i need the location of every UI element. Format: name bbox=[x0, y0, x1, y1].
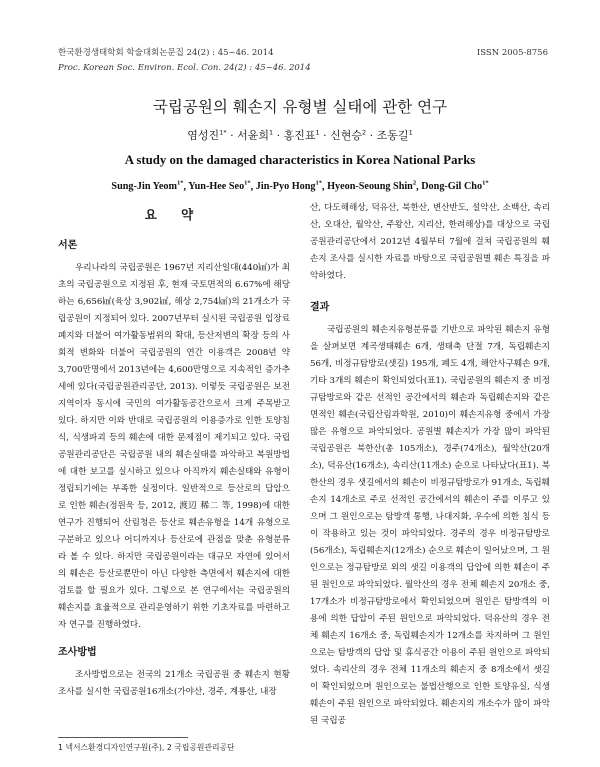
method-paragraph-continued: 산, 다도해해상, 덕유산, 북한산, 변산반도, 설악산, 소백산, 속리산, 오대산, 월악산, 주왕산, 지리산, 한려해상)를 대상으로 국립공원관리공단에서 2012년 4월부터 7월에 걸쳐 국립공원의 훼손지 조사를 실시한 자료를 바탕으로 국립공원별 훼손 특징을 파악하였다. bbox=[310, 203, 550, 281]
section-heading-results: 결과 bbox=[310, 302, 330, 313]
journal-header bbox=[58, 46, 548, 76]
results-paragraph: 국립공원의 훼손지유형분류를 기반으로 파악된 훼손지 유형을 살펴보면 계곡생태훼손 6개, 생태축 단절 7개, 독립훼손지 56개, 비정규탐방로(샛길) 195개, 폐도 4개, 해안사구훼손 9개, 기타 3개의 훼손이 확인되었다(표1). 국립공원의 훼손지 중 비정규탐방로와 같은 선적인 공간에서의 훼손과 독립훼손지와 같은 면적인 훼손(국립산림과학원, 2010)이 훼손지유형 중에서 가장 많은 유형으로 파악되었다. 공원별 훼손지가 가장 많이 파악된 국립공원은 북한산(총 105개소), 경주(74개소), 월악산(20개소), 덕유산(16개소), 속리산(11개소) 순으로 나타났다(표1). 북한산의 경우 샛길에서의 훼손이 비정규탐방로가 91개소, 독립훼손지 14개소로 주로 선적인 공간에서의 훼손이 주를 이루고 있으며 그 원인으로는 탐방객 통행, 나대지화, 우수에 의한 침식 등이 작용하고 있는 것이 파악되었다. 경주의 경우 비정규탐방로(56개소), 독립훼손지(12개소) 순으로 훼손이 일어났으며, 그 원인으로는 정규탐방로 외의 샛길 이용객의 답압에 의한 훼손이 주된 원인으로 파악되었다. 월악산의 경우 전체 훼손지 20개소 중, 17개소가 비정규탐방로에서 확인되었으며 원인은 탐방객의 이용에 의한 답압이 주된 원인으로 파악되었다. 덕유산의 경우 전체 훼손지 16개소 중, 독립훼손지가 12개소를 차지하며 그 원인으로는 탐방객의 답압 및 휴식공간 이용이 주된 원인으로 파악되었다. 속리산의 경우 전체 11개소의 훼손지 중 8개소에서 샛길이 확인되었으며 원인으로는 불법산행으로 인한 토양유실, 식생훼손이 주된 원인으로 파악되었다. 훼손지의 개소수가 많이 파악된 국립공 bbox=[310, 325, 550, 726]
section-heading-intro: 서론 bbox=[58, 240, 78, 251]
footnote: 1 넥서스환경디자인연구원(주), 2 국립공원관리공단 bbox=[58, 743, 235, 752]
issn: ISSN 2005-8756 bbox=[476, 48, 548, 58]
footnote-divider bbox=[58, 737, 188, 738]
author-en: Dong-Gil Cho$^{1*}$ bbox=[421, 180, 489, 193]
right-column bbox=[310, 200, 550, 730]
author-ko: 염성진$^{1*}$ bbox=[187, 128, 227, 142]
author-ko: 홍진표$^1$ bbox=[283, 128, 320, 142]
intro-paragraph: 우리나라의 국립공원은 1967년 지리산일대(440㎢)가 최초의 국립공원으로 지정된 후, 현재 국토면적의 6.67%에 해당하는 6,656㎢(육상 3,902㎢, 해상 2,754㎢)의 21개소가 국립공원이 지정되어 있다. 2007년부터 실시된 국립공원 입장료폐지와 더불어 여가활동범위의 확대, 등산저변의 확장 등의 사회적 변화와 더불어 국립공원의 연간 이용객은 2008년 약 3,700만명에서 2013년에는 4,600만명으로 지속적인 증가추세에 있다(국립공원관리공단, 2013). 이렇듯 국립공원은 보전지역이자 동시에 국민의 여가활동공간으로서 크게 주목받고 있다. 하지만 이와 반대로 국립공원의 이용증가로 인한 토양침식, 식생파괴 등의 훼손에 대한 문제점이 제기되고 있다. 국립공원관리공단은 국립공원 내의 훼손실태를 파악하고 복원방법에 대한 보고를 실시하고 있으나 아직까지 훼손실태와 유형이 정립되기에는 부족한 실정이다. 일반적으로 등산로의 답압으로 인한 훼손(정원욱 등, 2012, 渡辺 稀二 等, 1998)에 대한 연구가 진행되어 산림청은 등산로 훼손유형을 14개 유형으로 구분하고 있으나 어디까지나 등산로에 관점을 맞춘 유형분류라 볼 수 있다. 하지만 국립공원이라는 대규모 자연에 있어서의 훼손은 등산로뿐만이 아닌 다양한 측면에서 훼손지에 대한 검토를 할 필요가 있다. 그렇으로 본 연구에서는 국립공원의 훼손지를 효율적으로 관리운영하기 위한 기초자료를 마련하고자 연구를 진행하였다. bbox=[58, 263, 290, 630]
paper-title-en: A study on the damaged characteristics in Korea National Parks bbox=[124, 153, 476, 167]
left-column bbox=[58, 200, 290, 701]
author-ko: 서윤희$^1$ bbox=[237, 128, 274, 142]
authors-ko: 염성진$^{1*}$ · 서윤희$^1$ · 홍진표$^1$ · 신현승$^2$ · 조동길$^1$ bbox=[187, 128, 413, 142]
method-paragraph: 조사방법으로는 전국의 21개소 국립공원 중 훼손지 현황조사를 실시한 국립공원16개소(가야산, 경주, 계룡산, 내장 bbox=[58, 670, 290, 697]
author-en: Hyeon-Seoung Shin$^2$ bbox=[327, 180, 417, 193]
author-ko: 신현승$^2$ bbox=[330, 128, 367, 142]
journal-citation-en: Proc. Korean Soc. Environ. Ecol. Con. 24(2) : 45~46. 2014 bbox=[58, 63, 311, 73]
journal-citation-ko: 한국환경생태학회 학술대회논문집 24(2) : 45~46. 2014 bbox=[58, 48, 274, 58]
author-en: Sung-Jin Yeom$^{1*}$ bbox=[111, 180, 184, 193]
author-en: Yun-Hee Seo$^{1*}$ bbox=[188, 180, 251, 193]
section-heading-method: 조사방법 bbox=[58, 647, 97, 658]
author-ko: 조동길$^1$ bbox=[376, 128, 413, 142]
abstract-heading: 요 약 bbox=[144, 207, 204, 222]
author-en: Jin-Pyo Hong$^{1*}$ bbox=[255, 180, 322, 193]
authors-en: Sung-Jin Yeom$^{1*}$, Yun-Hee Seo$^{1*}$, Jin-Pyo Hong$^{1*}$, Hyeon-Seoung Shin$^2$, Dong-Gil Cho$^{1*}$ bbox=[111, 180, 489, 193]
paper-title-ko: 국립공원의 훼손지 유형별 실태에 관한 연구 bbox=[152, 98, 448, 116]
